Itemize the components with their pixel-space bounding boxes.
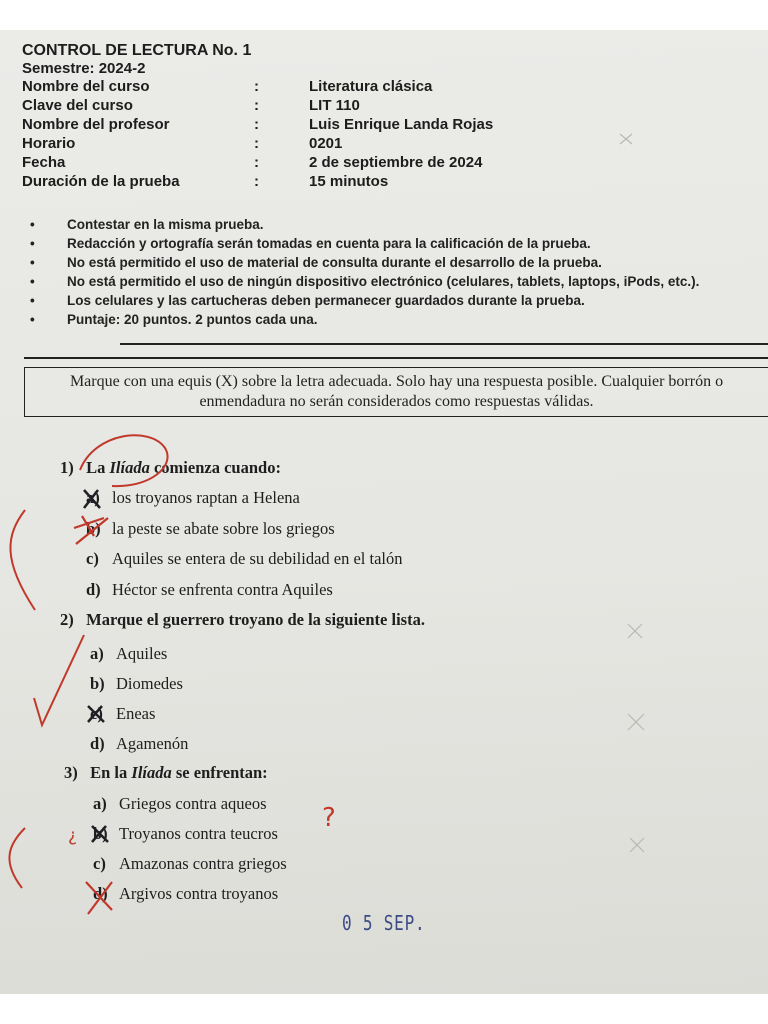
option-3c[interactable] xyxy=(93,854,287,874)
option-3a[interactable] xyxy=(93,794,267,814)
question-number: 2) xyxy=(60,610,74,629)
field-row xyxy=(22,172,493,191)
field-colon: : xyxy=(254,173,259,190)
field-value: Luis Enrique Landa Rojas xyxy=(309,116,494,133)
question-text: se enfrentan: xyxy=(171,763,268,782)
rule-item xyxy=(30,292,768,311)
option-text: Troyanos contra teucros xyxy=(119,824,278,843)
rule-item xyxy=(30,311,768,330)
field-colon: : xyxy=(254,154,259,171)
question-1 xyxy=(60,458,281,478)
date-stamp: 0 5 SEP. xyxy=(342,911,426,935)
red-check-mark xyxy=(34,635,84,725)
question-2 xyxy=(60,610,425,630)
bullet-icon: • xyxy=(30,236,35,251)
field-colon: : xyxy=(254,78,259,95)
field-value: 0201 xyxy=(309,135,343,152)
option-text: Amazonas contra griegos xyxy=(119,854,287,873)
option-letter: d) xyxy=(93,884,108,903)
rule-text: Redacción y ortografía serán tomadas en cuenta para la calificación de la prueba. xyxy=(67,236,591,251)
option-text: Argivos contra troyanos xyxy=(119,884,279,903)
field-label: Horario xyxy=(22,135,76,152)
option-text: Héctor se enfrenta contra Aquiles xyxy=(112,580,333,599)
semester: Semestre: 2024-2 xyxy=(22,60,146,77)
field-label: Fecha xyxy=(22,154,66,171)
option-letter: c) xyxy=(86,549,99,568)
question-number: 1) xyxy=(60,458,74,477)
rule-item xyxy=(30,273,768,292)
option-2b[interactable] xyxy=(90,674,183,694)
field-colon: : xyxy=(254,116,259,133)
rule-text: Puntaje: 20 puntos. 2 puntos cada una. xyxy=(67,312,318,327)
instructions-box: Marque con una equis (X) sobre la letra adecuada. Solo hay una respuesta posible. Cualquier borrón o enmendadura no serán considerados como respuestas válidas. xyxy=(24,367,768,417)
option-letter: a) xyxy=(90,644,104,663)
question-text: comienza cuando: xyxy=(149,458,281,477)
option-3d[interactable] xyxy=(93,884,278,904)
bullet-icon: • xyxy=(30,217,35,232)
field-row xyxy=(22,115,493,134)
red-bracket-mark xyxy=(10,510,35,610)
option-letter: d) xyxy=(90,734,105,753)
option-text: Agamenón xyxy=(116,734,189,753)
option-letter: a) xyxy=(86,488,100,507)
option-letter: b) xyxy=(86,519,101,538)
field-row xyxy=(22,134,493,153)
field-row xyxy=(22,77,493,96)
option-letter: b) xyxy=(93,824,108,843)
rule-text: No está permitido el uso de ningún dispositivo electrónico (celulares, tablets, laptops, iPods, etc.). xyxy=(67,274,700,289)
question-text: Marque el guerrero troyano de la siguiente lista. xyxy=(86,610,425,629)
field-label: Nombre del profesor xyxy=(22,116,170,133)
option-3b[interactable] xyxy=(93,824,278,844)
bullet-icon: • xyxy=(30,255,35,270)
option-2c[interactable] xyxy=(90,704,155,724)
rule-item xyxy=(30,216,768,235)
question-text-italic: Ilíada xyxy=(131,763,172,782)
field-colon: : xyxy=(254,135,259,152)
question-text: En la xyxy=(90,763,132,782)
field-label: Nombre del curso xyxy=(22,78,150,95)
rules-list xyxy=(30,216,768,330)
option-text: Diomedes xyxy=(116,674,183,693)
option-text: Aquiles xyxy=(116,644,168,663)
field-row xyxy=(22,96,493,115)
option-letter: d) xyxy=(86,580,101,599)
bullet-icon: • xyxy=(30,274,35,289)
pencil-x-mark xyxy=(630,838,644,852)
option-1a[interactable] xyxy=(86,488,300,508)
option-letter: c) xyxy=(93,854,106,873)
field-colon: : xyxy=(254,97,259,114)
option-text: los troyanos raptan a Helena xyxy=(112,488,300,507)
option-letter: a) xyxy=(93,794,107,813)
question-number: 3) xyxy=(64,763,78,782)
pencil-x-mark xyxy=(620,134,632,144)
option-2a[interactable] xyxy=(90,644,167,664)
option-2d[interactable] xyxy=(90,734,188,754)
pencil-x-mark xyxy=(628,714,644,730)
option-1c[interactable] xyxy=(86,549,403,569)
field-label: Duración de la prueba xyxy=(22,173,180,190)
option-text: Eneas xyxy=(116,704,156,723)
rule-item xyxy=(30,254,768,273)
rule-item xyxy=(30,235,768,254)
field-label: Clave del curso xyxy=(22,97,133,114)
field-value: 2 de septiembre de 2024 xyxy=(309,154,483,171)
divider xyxy=(120,343,768,345)
red-bracket-mark xyxy=(9,828,25,888)
field-value: Literatura clásica xyxy=(309,78,433,95)
field-value: 15 minutos xyxy=(309,173,389,190)
divider xyxy=(24,357,768,359)
rule-text: Contestar en la misma prueba. xyxy=(67,217,264,232)
question-3 xyxy=(64,763,268,783)
question-text-italic: Ilíada xyxy=(109,458,150,477)
option-1d[interactable] xyxy=(86,580,333,600)
red-question-mark: ? xyxy=(322,803,336,833)
exam-header xyxy=(22,42,493,191)
field-value: LIT 110 xyxy=(309,97,360,114)
bullet-icon: • xyxy=(30,293,35,308)
red-inverted-question-mark: ¿ xyxy=(68,826,78,846)
option-letter: c) xyxy=(90,704,103,723)
option-1b[interactable] xyxy=(86,519,335,539)
pencil-x-mark xyxy=(628,624,642,638)
rule-text: No está permitido el uso de material de consulta durante el desarrollo de la prueba. xyxy=(67,255,602,270)
bullet-icon: • xyxy=(30,312,35,327)
option-letter: b) xyxy=(90,674,105,693)
exam-sheet xyxy=(0,30,768,994)
option-text: Griegos contra aqueos xyxy=(119,794,267,813)
field-row xyxy=(22,153,493,172)
question-text: La xyxy=(86,458,110,477)
exam-title: CONTROL DE LECTURA No. 1 xyxy=(22,42,252,59)
option-text: Aquiles se entera de su debilidad en el talón xyxy=(112,549,403,568)
rule-text: Los celulares y las cartucheras deben permanecer guardados durante la prueba. xyxy=(67,293,585,308)
option-text: la peste se abate sobre los griegos xyxy=(112,519,335,538)
